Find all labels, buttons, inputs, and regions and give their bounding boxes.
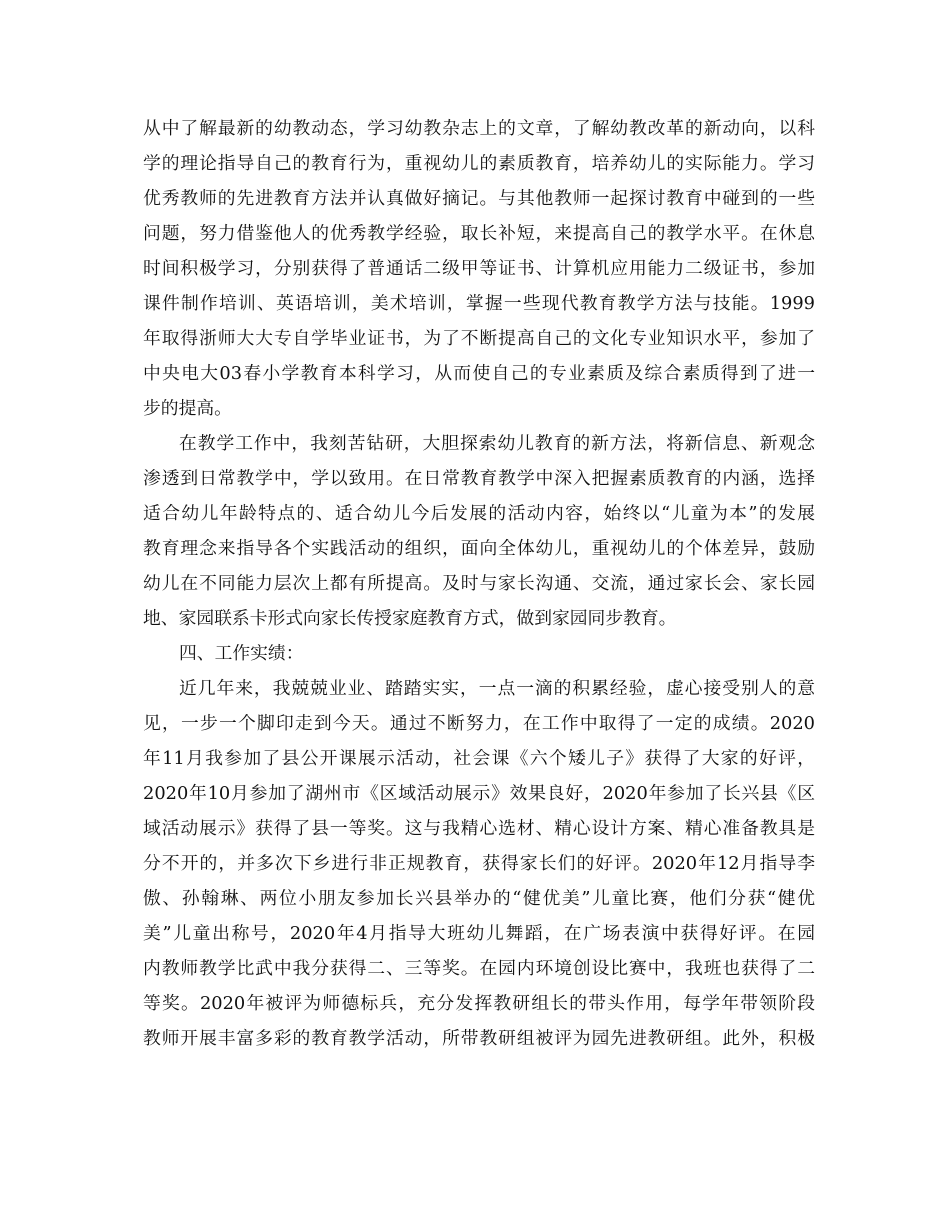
- text-line: 美”儿童出称号，2020年4月指导大班幼儿舞蹈，在广场表演中获得好评。在园: [143, 923, 815, 944]
- text-line: 从中了解最新的幼教动态，学习幼教杂志上的文章，了解幼教改革的新动向，以科: [143, 118, 815, 139]
- text-line: 教师开展丰富多彩的教育教学活动，所带教研组被评为园先进教研组。此外，积极: [143, 1028, 815, 1049]
- text-line: 步的提高。: [143, 398, 232, 419]
- text-line: 问题，努力借鉴他人的优秀教学经验，取长补短，来提高自己的教学水平。在休息: [143, 223, 815, 244]
- text-line: 地、家园联系卡形式向家长传授家庭教育方式，做到家园同步教育。: [143, 608, 677, 629]
- text-line: 学的理论指导自己的教育行为，重视幼儿的素质教育，培养幼儿的实际能力。学习: [143, 153, 815, 174]
- text-line: 中央电大03春小学教育本科学习，从而使自己的专业素质及综合素质得到了进一: [143, 363, 815, 384]
- text-line: 时间积极学习，分别获得了普通话二级甲等证书、计算机应用能力二级证书，参加: [143, 258, 815, 279]
- text-line: 在教学工作中，我刻苦钻研，大胆探索幼儿教育的新方法，将新信息、新观念: [179, 433, 815, 454]
- text-line: 内教师教学比武中我分获得二、三等奖。在园内环境创设比赛中，我班也获得了二: [143, 958, 815, 979]
- text-line: 渗透到日常教学中，学以致用。在日常教育教学中深入把握素质教育的内涵，选择: [143, 468, 815, 489]
- text-line: 课件制作培训、英语培训，美术培训，掌握一些现代教育教学方法与技能。1999: [143, 293, 815, 314]
- section-heading: 四、工作实绩：: [179, 643, 304, 664]
- text-line: 域活动展示》获得了县一等奖。这与我精心选材、精心设计方案、精心准备教具是: [143, 818, 815, 839]
- text-line: 教育理念来指导各个实践活动的组织，面向全体幼儿，重视幼儿的个体差异，鼓励: [143, 538, 815, 559]
- text-line: 适合幼儿年龄特点的、适合幼儿今后发展的活动内容，始终以“儿童为本”的发展: [143, 503, 815, 524]
- text-line: 年11月我参加了县公开课展示活动，社会课《六个矮儿子》获得了大家的好评，: [143, 748, 815, 769]
- text-line: 年取得浙师大大专自学毕业证书，为了不断提高自己的文化专业知识水平，参加了: [143, 328, 815, 349]
- text-line: 等奖。2020年被评为师德标兵，充分发挥教研组长的带头作用，每学年带领阶段: [143, 993, 815, 1014]
- text-line: 幼儿在不同能力层次上都有所提高。及时与家长沟通、交流，通过家长会、家长园: [143, 573, 815, 594]
- text-line: 2020年10月参加了湖州市《区域活动展示》效果良好，2020年参加了长兴县《区: [143, 783, 815, 804]
- text-line: 优秀教师的先进教育方法并认真做好摘记。与其他教师一起探讨教育中碰到的一些: [143, 188, 815, 209]
- text-line: 近几年来，我兢兢业业、踏踏实实，一点一滴的积累经验，虚心接受别人的意: [179, 678, 815, 699]
- text-line: 傲、孙翰琳、两位小朋友参加长兴县举办的“健优美”儿童比赛，他们分获“健优: [143, 888, 815, 909]
- text-line: 分不开的，并多次下乡进行非正规教育，获得家长们的好评。2020年12月指导李: [143, 853, 815, 874]
- text-line: 见，一步一个脚印走到今天。通过不断努力，在工作中取得了一定的成绩。2020: [143, 713, 815, 734]
